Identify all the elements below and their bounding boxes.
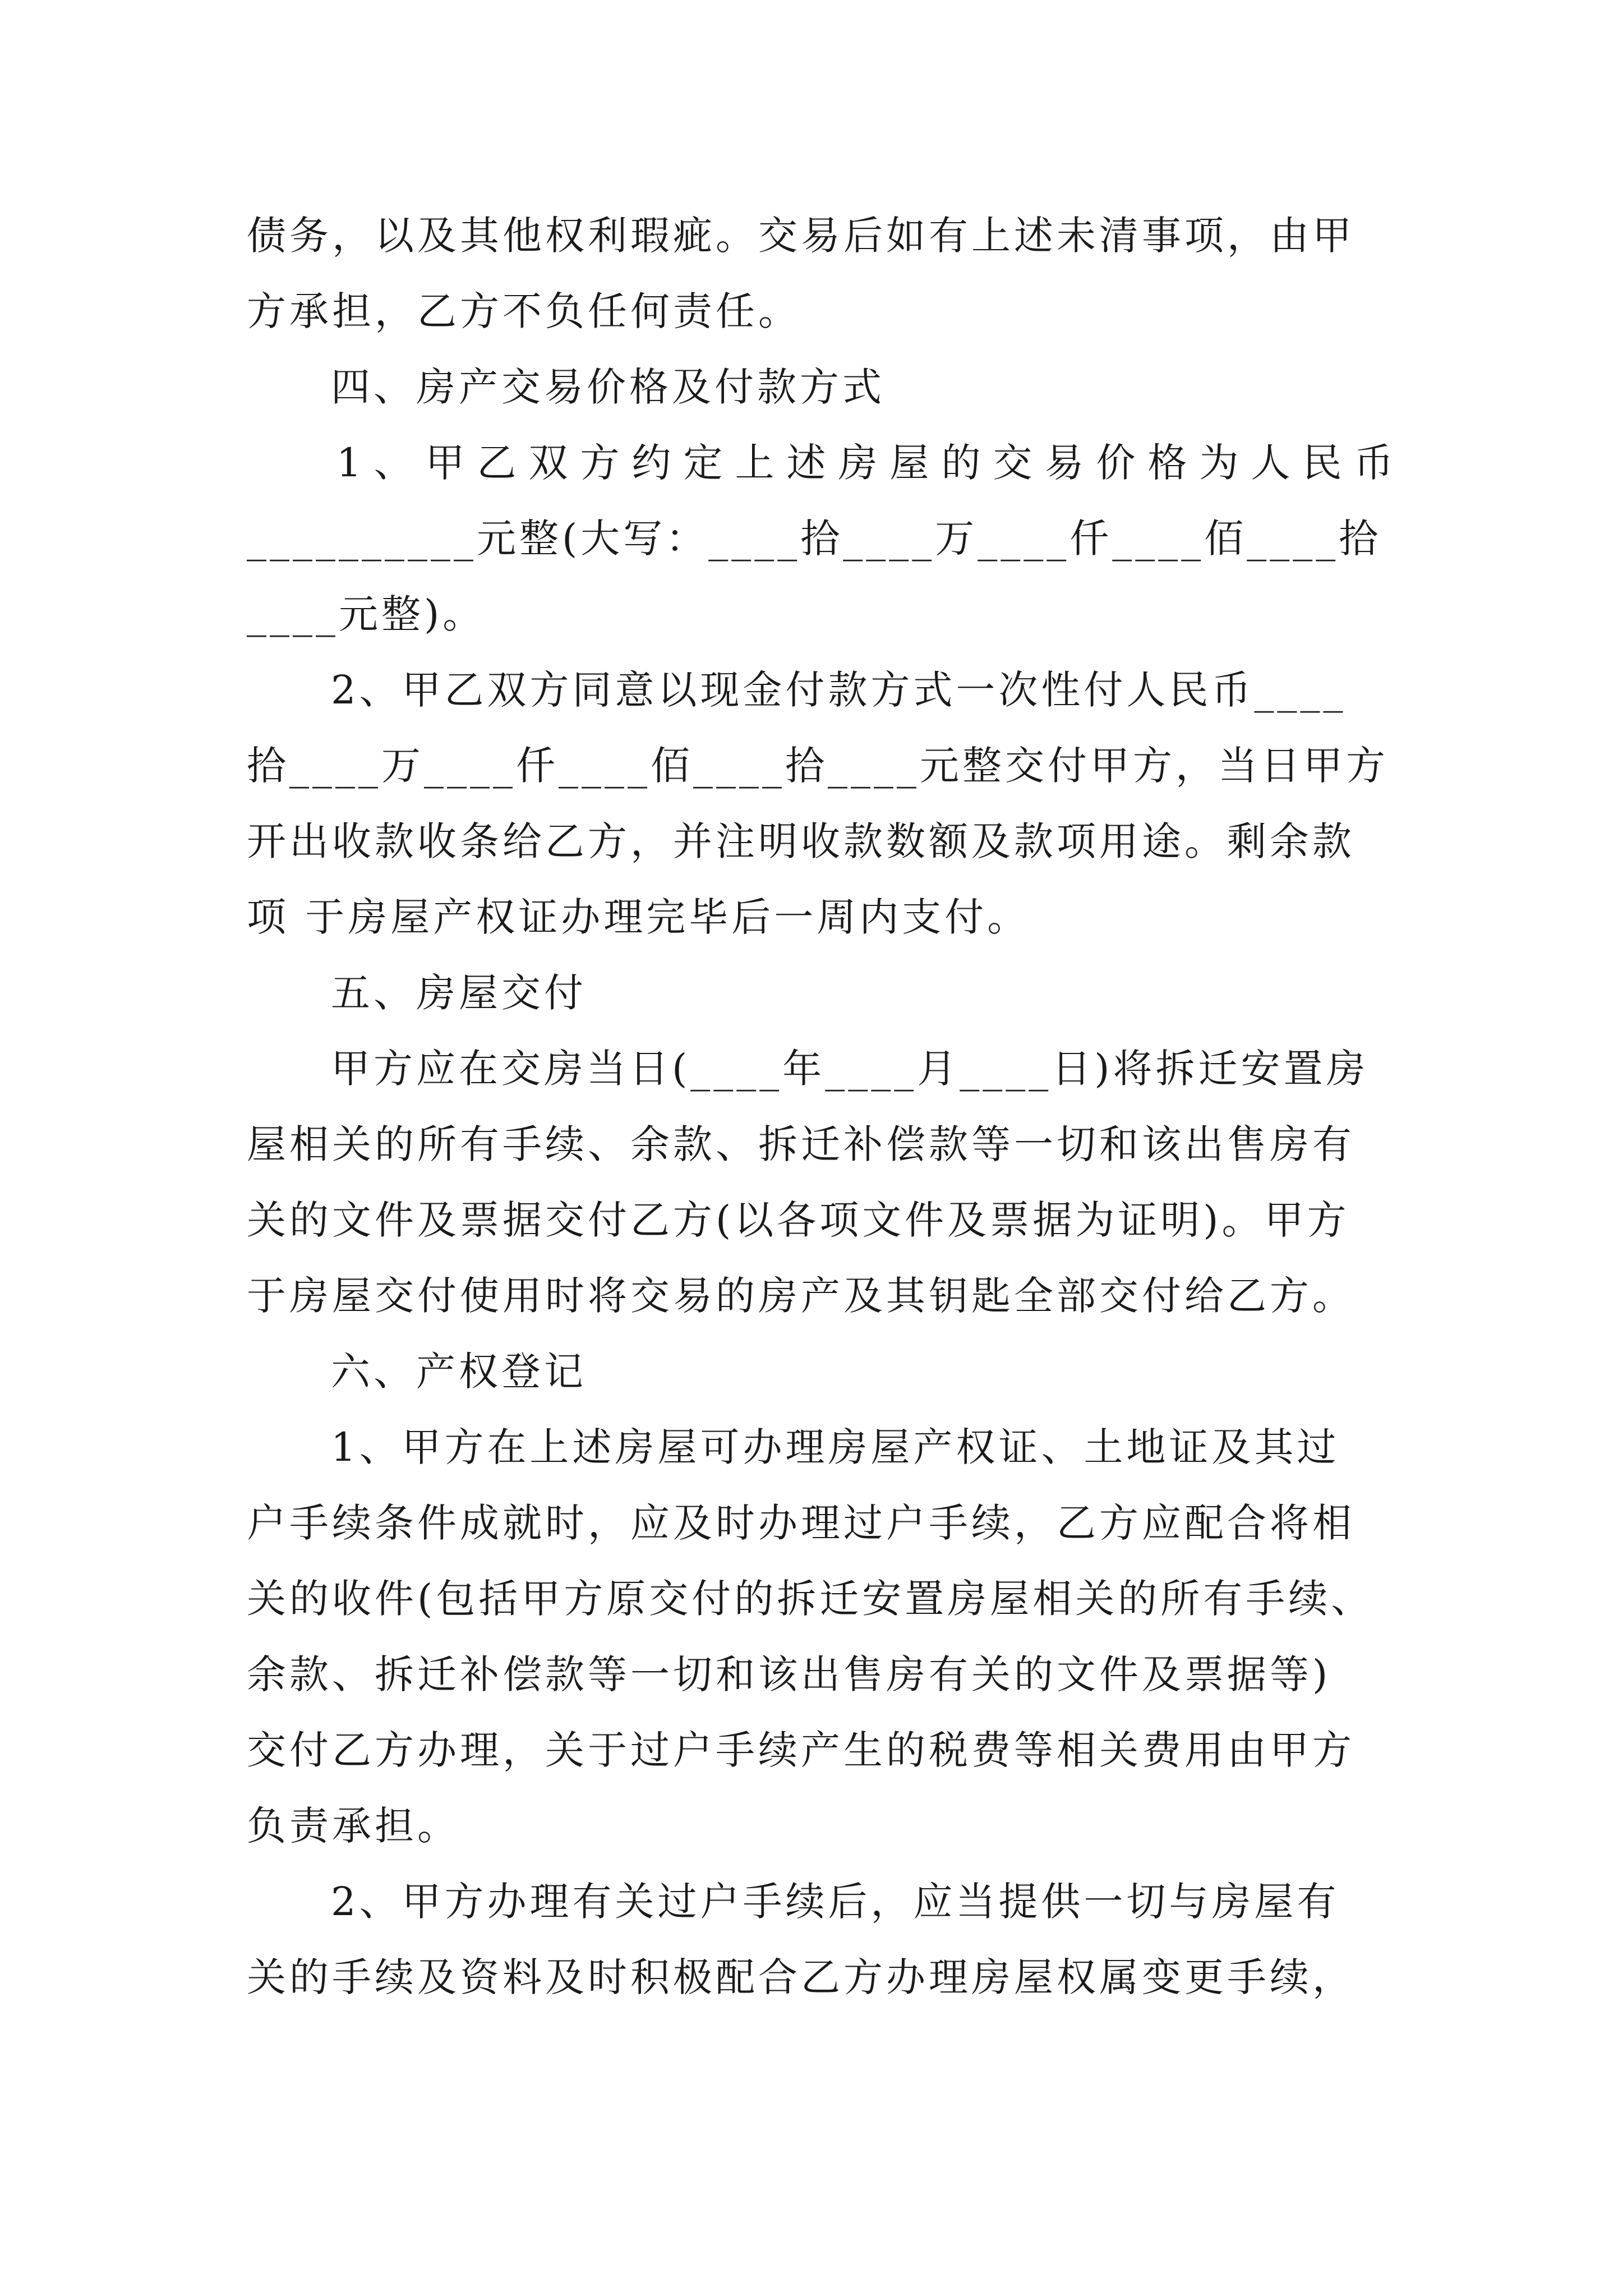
text-line-20: 余款、拆迁补偿款等一切和该出售房有关的文件及票据等) — [247, 1651, 1331, 1697]
section-heading-6: 六、产权登记 — [331, 1349, 587, 1395]
text-line-10: 项 于房屋产权证办理完毕后一周内支付。 — [247, 894, 1030, 940]
text-line-12: 甲方应在交房当日(____年____月____日)将拆迁安置房 — [331, 1046, 1369, 1092]
text-line-9: 开出收款收条给乙方，并注明收款数额及款项用途。剩余款 — [247, 818, 1355, 864]
text-line-17: 1、甲方在上述房屋可办理房屋产权证、土地证及其过 — [331, 1424, 1340, 1470]
text-line-13: 屋相关的所有手续、余款、拆迁补偿款等一切和该出售房有 — [247, 1121, 1355, 1167]
text-line-8: 拾____万____仟____佰____拾____元整交付甲方，当日甲方 — [247, 743, 1389, 789]
text-line-22: 负责承担。 — [247, 1803, 460, 1849]
text-line-21: 交付乙方办理，关于过户手续产生的税费等相关费用由甲方 — [247, 1727, 1355, 1773]
section-heading-4: 四、房产交易价格及付款方式 — [331, 364, 885, 410]
text-line-14: 关的文件及票据交付乙方(以各项文件及票据为证明)。甲方 — [247, 1197, 1350, 1243]
text-line-19: 关的收件(包括甲方原交付的拆迁安置房屋相关的所有手续、 — [247, 1576, 1374, 1622]
text-line-4: 1、甲乙双方约定上述房屋的交易价格为人民币 — [336, 440, 1406, 486]
text-line-5: __________元整(大写：____拾____万____仟____佰____拾 — [247, 516, 1382, 562]
text-line-18: 户手续条件成就时，应及时办理过户手续，乙方应配合将相 — [247, 1500, 1355, 1546]
text-line-23: 2、甲方办理有关过户手续后，应当提供一切与房屋有 — [331, 1879, 1340, 1925]
text-line-15: 于房屋交付使用时将交易的房产及其钥匙全部交付给乙方。 — [247, 1273, 1355, 1319]
text-line-1: 债务，以及其他权利瑕疵。交易后如有上述未清事项，由甲 — [247, 213, 1355, 259]
text-line-2: 方承担，乙方不负任何责任。 — [247, 288, 801, 334]
section-heading-5: 五、房屋交付 — [331, 970, 587, 1016]
text-line-6: ____元整)。 — [247, 591, 486, 637]
text-line-7: 2、甲乙双方同意以现金付款方式一次性付人民币____ — [331, 667, 1347, 713]
text-line-24: 关的手续及资料及时积极配合乙方办理房屋权属变更手续， — [247, 1954, 1355, 2000]
